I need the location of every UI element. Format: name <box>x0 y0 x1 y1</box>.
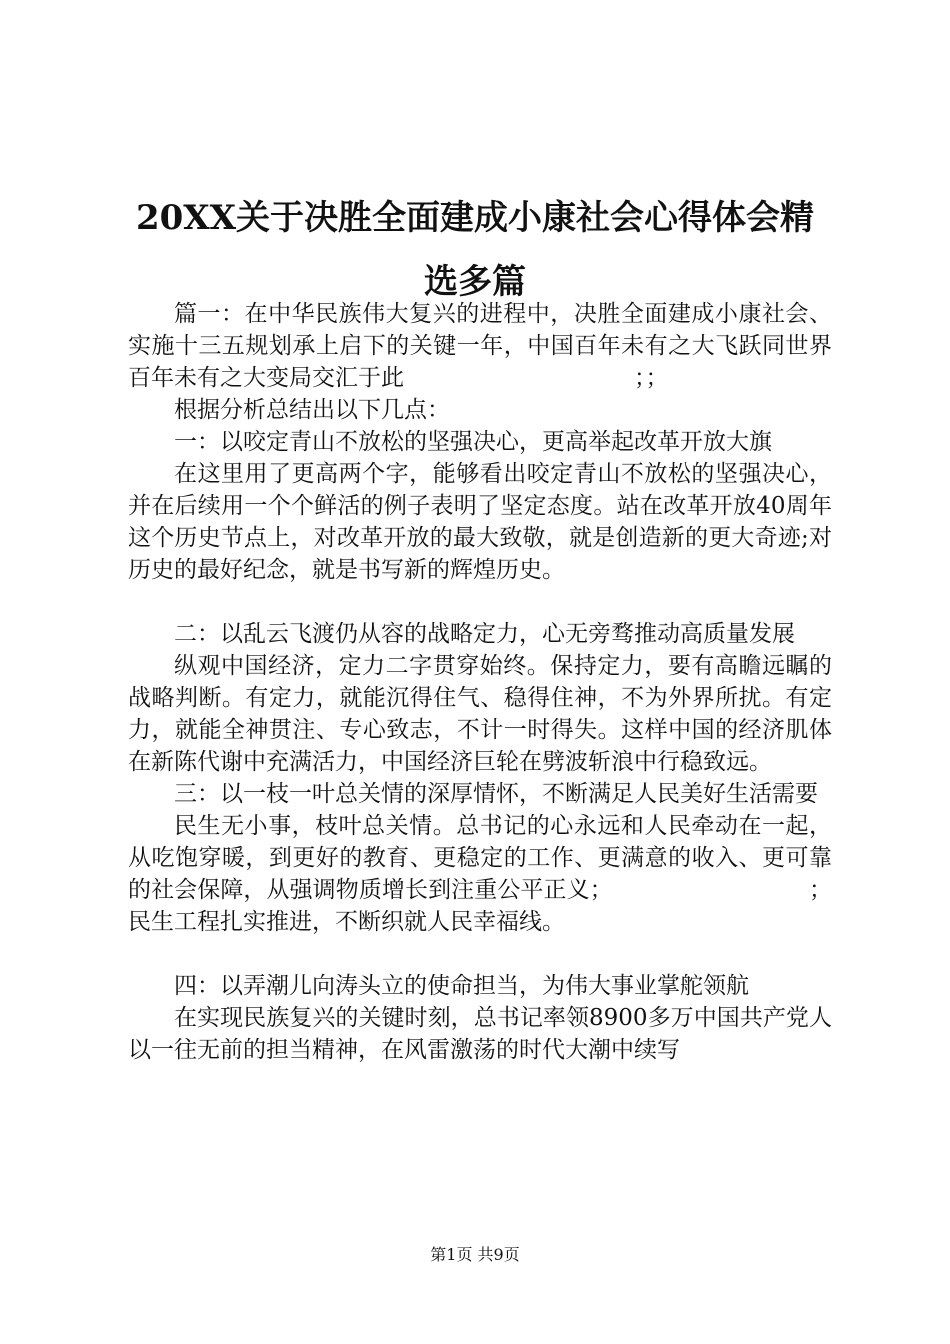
paragraph-section-4: 在实现民族复兴的关键时刻，总书记率领8900多万中国共产党人以一往无前的担当精神，在风雷激荡的时代大潮中续写 <box>128 1005 832 1063</box>
document-title <box>100 186 850 314</box>
section-heading-3: 三：以一枝一叶总关情的深厚情怀，不断满足人民美好生活需要 <box>174 781 818 807</box>
paragraph-section-2: 纵观中国经济，定力二字贯穿始终。保持定力，要有高瞻远瞩的战略判断。有定力，就能沉得住气、稳得住神，不为外界所扰。有定力，就能全神贯注、专心致志，不计一时得失。这样中国的经济肌体在新陈代谢中充满活力，中国经济巨轮在劈波斩浪中行稳致远。 <box>128 653 832 775</box>
title-line-1: 20XX关于决胜全面建成小康社会心得体会精 <box>135 198 815 238</box>
page-number: 第1页 共9页 <box>430 1245 520 1264</box>
document-body <box>128 298 832 1066</box>
section-heading-2: 二：以乱云飞渡仍从容的战略定力，心无旁骛推动高质量发展 <box>174 621 795 647</box>
paragraph-intro: 篇一：在中华民族伟大复兴的进程中，决胜全面建成小康社会、实施十三五规划承上启下的关键一年，中国百年未有之大飞跃同世界百年未有之大变局交汇于此 ；； <box>128 301 832 391</box>
page-footer <box>0 1244 950 1266</box>
title-line-2: 选多篇 <box>424 262 526 302</box>
section-heading-4: 四：以弄潮儿向涛头立的使命担当，为伟大事业掌舵领航 <box>174 973 749 999</box>
paragraph-summary-lead: 根据分析总结出以下几点： <box>174 397 450 423</box>
paragraph-section-3: 民生无小事，枝叶总关情。总书记的心永远和人民牵动在一起，从吃饱穿暖，到更好的教育、更稳定的工作、更满意的收入、更可靠的社会保障，从强调物质增长到注重公平正义； ；民生工程扎实推进，不断织就人民幸福线。 <box>128 813 832 935</box>
section-heading-1: 一：以咬定青山不放松的坚强决心，更高举起改革开放大旗 <box>174 429 772 455</box>
paragraph-section-1: 在这里用了更高两个字，能够看出咬定青山不放松的坚强决心，并在后续用一个个鲜活的例子表明了坚定态度。站在改革开放40周年这个历史节点上，对改革开放的最大致敬，就是创造新的更大奇迹;对历史的最好纪念，就是书写新的辉煌历史。 <box>128 461 832 583</box>
